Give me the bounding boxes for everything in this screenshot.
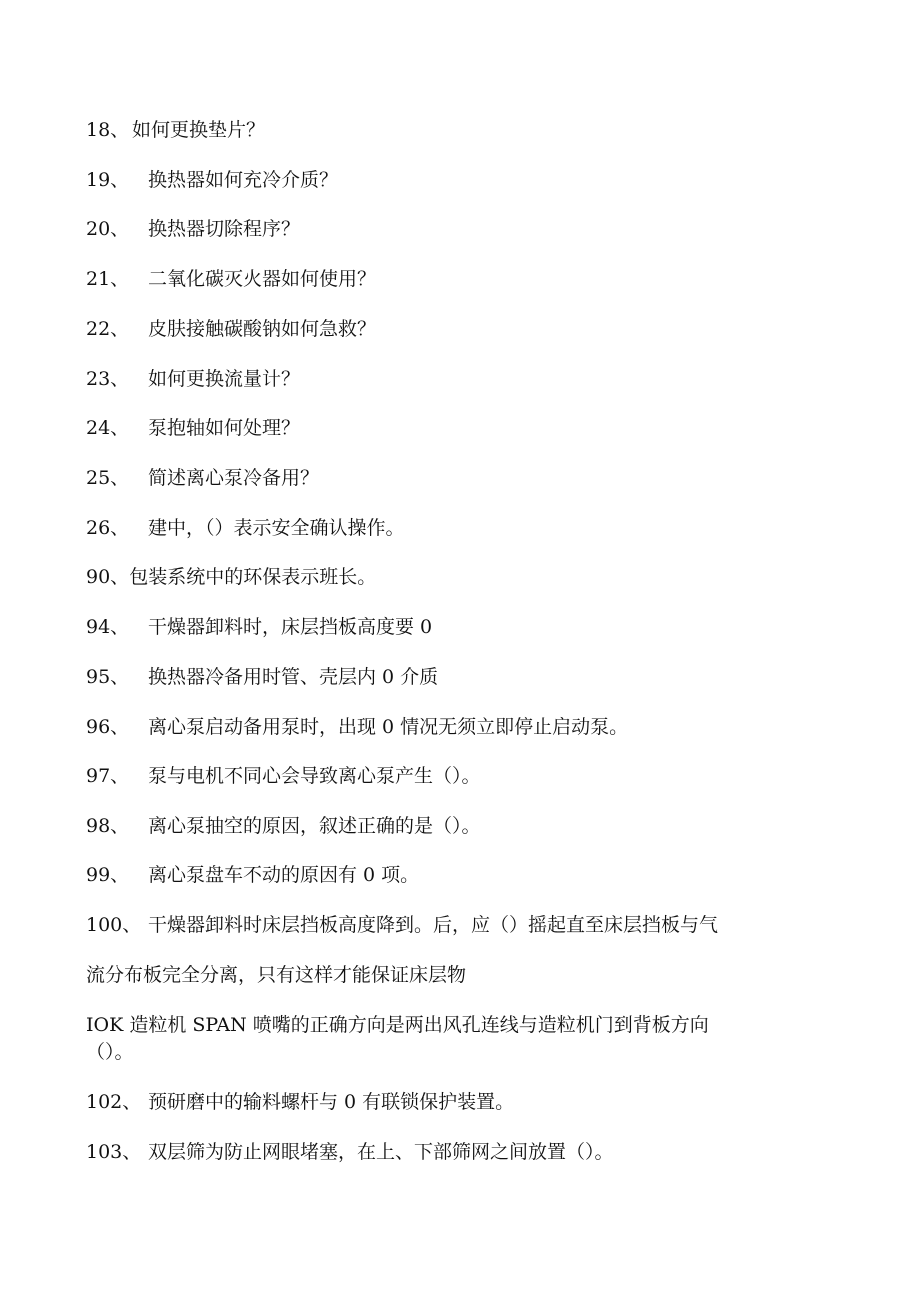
question-iok-continuation [86,1040,134,1064]
question-text: 流分布板完全分离，只有这样才能保证床层物 [86,964,467,986]
question-100-continuation [86,963,466,987]
question-number: 95、 [86,666,130,688]
question-number: 97、 [86,765,130,787]
question-number: 94、 [86,616,130,638]
question-text: 包装系统中的环保表示班长。 [129,566,377,588]
question-25 [86,466,319,490]
question-103 [86,1140,614,1164]
question-text: 换热器冷备用时管、壳层内 0 介质 [148,666,439,688]
question-number: 99、 [86,864,130,886]
question-text: 预研磨中的输料螺杆与 0 有联锁保护装置。 [148,1091,515,1113]
question-number: 90、 [86,566,130,588]
question-number: 22、 [86,318,130,340]
question-102 [86,1090,514,1114]
question-text: 双层筛为防止网眼堵塞，在上、下部筛网之间放置（）。 [148,1141,614,1163]
question-text: 泵抱轴如何处理？ [148,417,301,439]
question-text: 干燥器卸料时，床层挡板高度要 0 [148,616,433,638]
question-text: 离心泵抽空的原因，叙述正确的是（）。 [148,815,481,837]
question-21 [86,267,376,291]
question-text: 干燥器卸料时床层挡板高度降到。后，应（）摇起直至床层挡板与气 [148,914,719,936]
question-text: 泵与电机不同心会导致离心泵产生（）。 [148,765,481,787]
question-text: 如何更换垫片？ [132,119,266,141]
question-20 [86,217,300,241]
question-99 [86,863,419,887]
question-text: 皮肤接触碳酸钠如何急救？ [148,318,377,340]
question-number: 103、 [86,1141,142,1163]
question-98 [86,814,481,838]
question-number: 98、 [86,815,130,837]
question-text: 离心泵启动备用泵时，出现 0 情况无须立即停止启动泵。 [148,716,629,738]
question-97 [86,764,481,788]
question-100 [86,913,718,937]
question-96 [86,715,628,739]
question-number: 24、 [86,417,130,439]
question-number: 96、 [86,716,130,738]
question-text: 建中，（）表示安全确认操作。 [148,517,405,539]
question-19 [86,168,338,192]
question-24 [86,416,300,440]
question-text: 二氧化碳灭火器如何使用？ [148,268,377,290]
question-number: 21、 [86,268,130,290]
question-26 [86,516,405,540]
question-18 [86,118,265,142]
question-text: 换热器如何充冷介质？ [148,169,339,191]
question-number: 100、 [86,914,142,936]
question-94 [86,615,432,639]
question-number: 23、 [86,368,130,390]
question-text: 简述离心泵冷备用？ [148,467,320,489]
question-number: 102、 [86,1091,142,1113]
question-text: 离心泵盘车不动的原因有 0 项。 [148,864,420,886]
question-number: 20、 [86,218,130,240]
question-text: IOK 造粒机 SPAN 喷嘴的正确方向是两出风孔连线与造粒机门到背板方向 [86,1014,709,1036]
question-number: 26、 [86,517,130,539]
question-text: 换热器切除程序？ [148,218,301,240]
question-text: （）。 [86,1041,134,1063]
question-22 [86,317,376,341]
question-number: 25、 [86,467,130,489]
question-text: 如何更换流量计？ [148,368,301,390]
question-23 [86,367,300,391]
question-number: 19、 [86,169,130,191]
question-number: 18、 [86,119,130,141]
question-iok [86,1013,709,1037]
question-95 [86,665,438,689]
question-90 [86,565,376,589]
